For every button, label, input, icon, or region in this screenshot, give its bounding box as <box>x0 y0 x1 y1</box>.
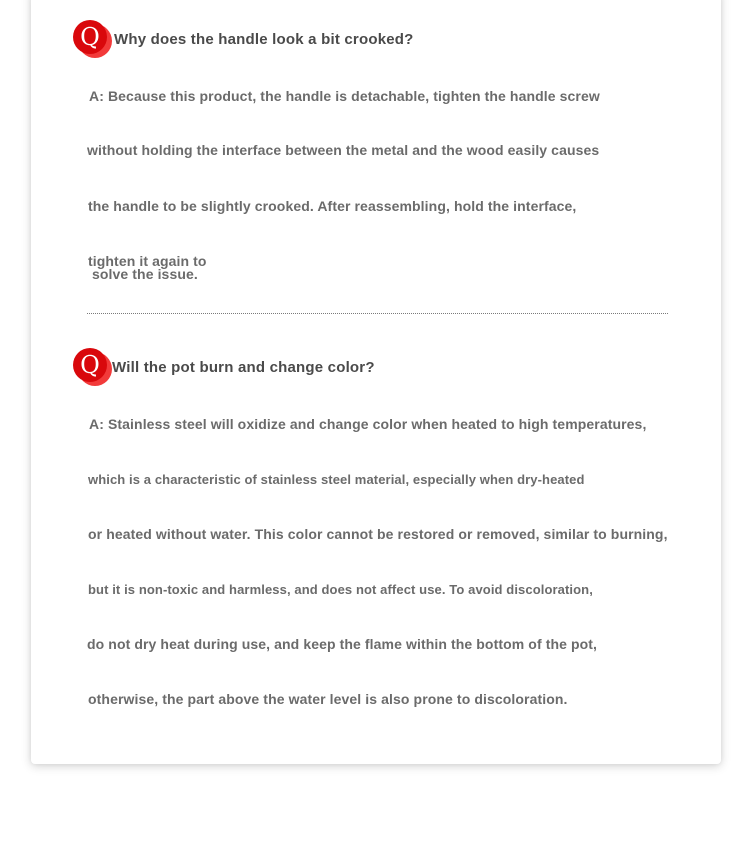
faq-answer-2-line-5: do not dry heat during use, and keep the flame within the bottom of the pot, <box>87 636 598 652</box>
section-divider <box>87 313 668 314</box>
question-badge-icon <box>73 20 107 54</box>
faq-answer-2-line-2: which is a characteristic of stainless steel material, especially when dry-heated <box>88 472 585 487</box>
faq-answer-1-line-5: solve the issue. <box>88 266 198 282</box>
faq-answer-1-line-3: the handle to be slightly crooked. After reassembling, hold the interface, <box>88 198 577 214</box>
faq-answer-2-line-1: A: Stainless steel will oxidize and change color when heated to high temperatures, <box>89 416 647 432</box>
faq-answer-2-line-4: but it is non-toxic and harmless, and does not affect use. To avoid discoloration, <box>88 582 593 597</box>
faq-question-2: Will the pot burn and change color? <box>112 359 375 376</box>
faq-answer-1-line-4: tighten it again to <box>88 253 207 269</box>
question-badge-icon <box>73 348 107 382</box>
badge-letter: Q <box>73 348 107 382</box>
faq-answer-1-line-1: A: Because this product, the handle is detachable, tighten the handle screw <box>89 88 600 104</box>
faq-answer-1-line-2: without holding the interface between the metal and the wood easily causes <box>87 142 600 158</box>
faq-question-1: Why does the handle look a bit crooked? <box>114 31 414 48</box>
badge-letter: Q <box>73 20 107 54</box>
faq-answer-2-line-6: otherwise, the part above the water level is also prone to discoloration. <box>88 691 568 707</box>
faq-answer-2-line-3: or heated without water. This color cannot be restored or removed, similar to burning, <box>88 526 668 542</box>
